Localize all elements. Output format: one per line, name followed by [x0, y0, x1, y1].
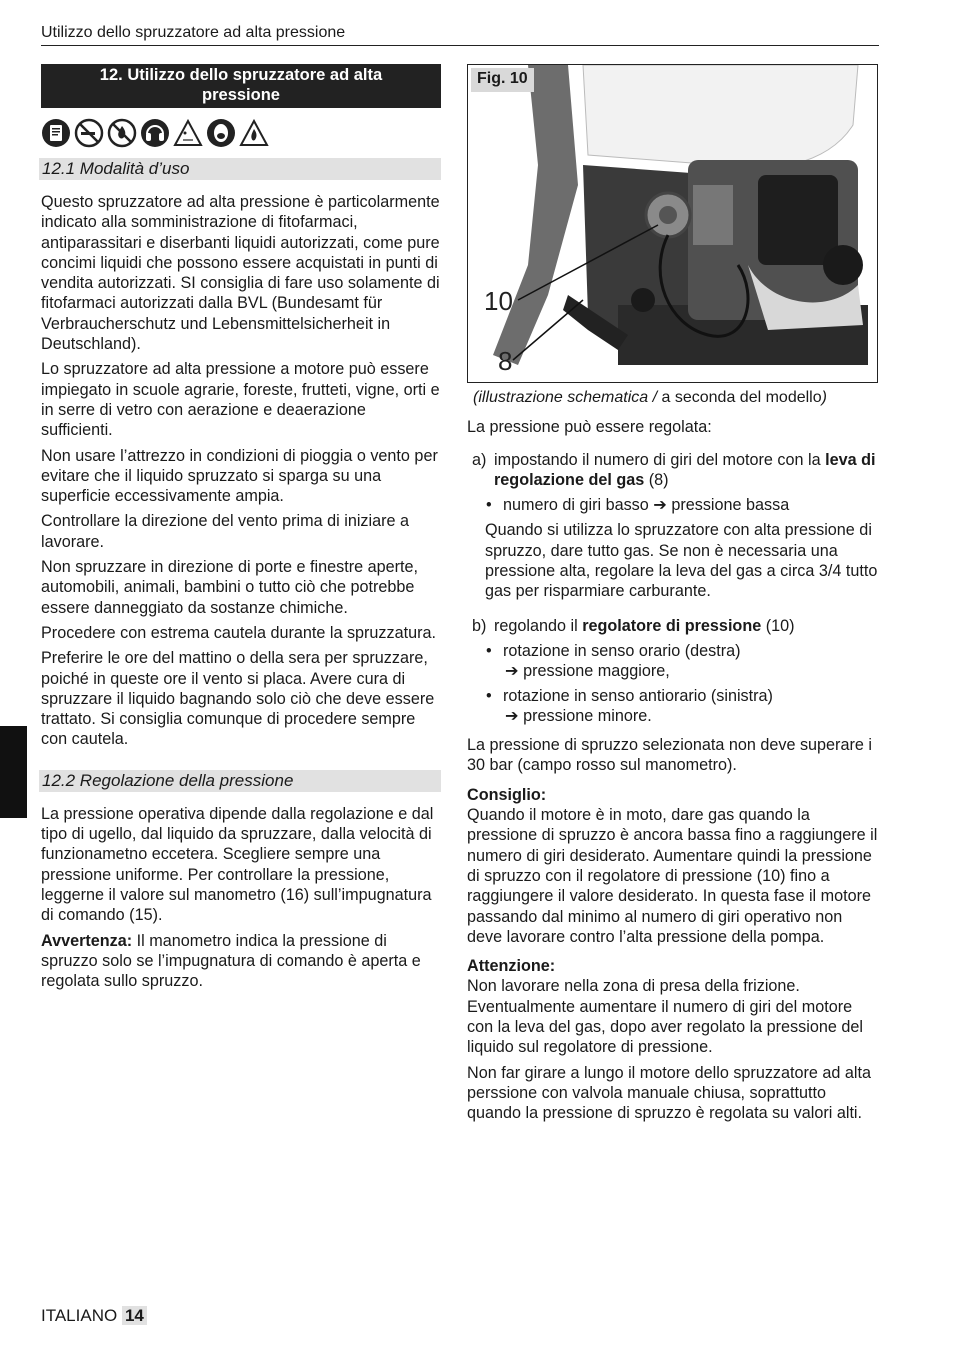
- arrow-right-icon: ➔: [653, 495, 667, 515]
- arrow-right-icon: ➔: [505, 705, 519, 725]
- running-header: Utilizzo dello spruzzatore ad alta pressione: [41, 24, 879, 46]
- paragraph: La pressione di spruzzo selezionata non deve superare i 30 bar (campo rosso sul manometro).: [467, 736, 872, 775]
- figure-label: Fig. 10: [471, 68, 534, 92]
- left-column: [41, 64, 441, 991]
- no-smoking-icon: [74, 118, 104, 148]
- paragraph: Non far girare a lungo il motore dello spruzzatore ad alta perssione con valvola manuale chiusa, soprattutto quando la pressione di spruzzo è regolata su valori alti.: [467, 1063, 872, 1123]
- attention-label: Attenzione:: [467, 957, 556, 976]
- bullet-counterclockwise: • rotazione in senso antiorario (sinistra) ➔ pressione minore.: [486, 686, 773, 725]
- section-heading-pressure: 12.2 Regolazione della pressione: [39, 770, 441, 792]
- warning-note: Avvertenza: Il manometro indica la pressione di spruzzo solo se l’impugnatura di comando è aperta e regolata sullo spruzzo.: [41, 931, 421, 991]
- page-footer: ITALIANO 14: [41, 1305, 147, 1327]
- read-manual-icon: [41, 118, 71, 148]
- chapter-title: 12. Utilizzo dello spruzzatore ad alta pressione: [41, 64, 441, 108]
- sprayer-photo: [468, 65, 877, 382]
- tip-label: Consiglio:: [467, 785, 547, 804]
- no-fire-icon: [107, 118, 137, 148]
- flammable-icon: [239, 118, 269, 148]
- paragraph: Controllare la direzione del vento prima di iniziare a lavorare.: [41, 512, 410, 551]
- paragraph: Questo spruzzatore ad alta pressione è particolarmente indicato alla somministrazione di fitofarmaci, antiparassitari e diserbanti liquidi autorizzati, come pure concimi liquidi che possono essere acquistati in punti di vendita autorizzati. SI consiglia di fare uso solamente di fitofarmaci autorizzati dalla BVL (Bundesamt für Verbraucherschutz und Lebensmittelsicherheit in Deutschland).: [41, 193, 440, 354]
- bullet-clockwise: • rotazione in senso orario (destra) ➔ pressione maggiore,: [486, 641, 741, 681]
- paragraph: Non spruzzare in direzione di porte e finestre aperte, automobili, animali, bambini o tutto ciò che potrebbe essere danneggiato da sostanze chimiche.: [41, 558, 419, 617]
- paragraph: Non usare l’attrezzo in condizioni di pioggia o vento per evitare che il liquido spruzzato si sparga su una superficie eccessivamente ampia.: [41, 446, 438, 506]
- right-column: [467, 64, 879, 1124]
- ear-protection-icon: [140, 118, 170, 148]
- list-item-b: b) regolando il regolatore di pressione (10): [472, 616, 795, 635]
- paragraph: Lo spruzzatore ad alta pressione a motore può essere impiegato in scuole agrarie, foreste, frutteti, vigne, orti e in serre di vetro con aerazione e deaerazione sufficienti.: [41, 360, 440, 440]
- safety-icons-row: [41, 117, 441, 149]
- paragraph: La pressione operativa dipende dalla regolazione e dal tipo di ugello, dal liquido da spruzzare, dalla velocità di funzionametno eccetera. Scegliere sempre una pressione uniforme. Per controllare la pressione, leggerne il valore sul manometro (16) sull’impugnatura di comando (15).: [41, 804, 434, 925]
- paragraph: Quando si utilizza lo spruzzatore con alta pressione di spruzzo, dare tutto gas. Se non è necessaria una pressione alta, regolare la leva del gas a circa 3/4 tutto gas per risparmiare carburante.: [485, 521, 878, 601]
- keep-distance-icon: [173, 118, 203, 148]
- list-item-a: a) impostando il numero di giri del motore con la leva di regolazione del gas (8): [472, 450, 876, 489]
- mask-icon: [206, 118, 236, 148]
- callout-gas-lever: 8: [498, 346, 513, 376]
- paragraph: Preferire le ore del mattino o della sera per spruzzare, poiché in queste ore il vento si placa. Avere cura di spruzzare il liquido bagnando solo ciò che deve essere trattato. Si consiglia comunque di procedere sempre con cautela.: [41, 649, 435, 749]
- arrow-right-icon: ➔: [505, 661, 519, 681]
- section-heading-usage: 12.1 Modalità d’uso: [39, 158, 441, 180]
- attention-text: Non lavorare nella zona di presa della frizione. Eventualmente aumentare il numero di giri del motore con la leva del gas, dopo aver regolato la pressione del liquido sul regolatore di pressione.: [467, 977, 863, 1057]
- paragraph: La pressione può essere regolata:: [467, 418, 712, 437]
- page-number: 14: [122, 1306, 147, 1325]
- bullet-low-rpm: • numero di giri basso ➔ pressione bassa: [486, 495, 790, 515]
- tip-text: Quando il motore è in moto, dare gas quando la pressione di spruzzo è ancora bassa fino a raggiungere il numero di giri desiderato. Aumentare quindi la pressione di spruzzo con il regolatore di pressione (10) fino a raggiungere il valore desiderato. In questa fase il motore passando dal minimo al numero di giri operativo non deve lavorare contro l’alta pressione della pompa.: [467, 806, 878, 946]
- figure-10: [467, 64, 878, 383]
- language-tab-marker: [0, 726, 27, 818]
- paragraph: Procedere con estrema cautela durante la spruzzatura.: [41, 623, 437, 642]
- callout-pressure-regulator: 10: [484, 286, 513, 316]
- figure-caption: (illustrazione schematica / a seconda del modello): [473, 389, 827, 406]
